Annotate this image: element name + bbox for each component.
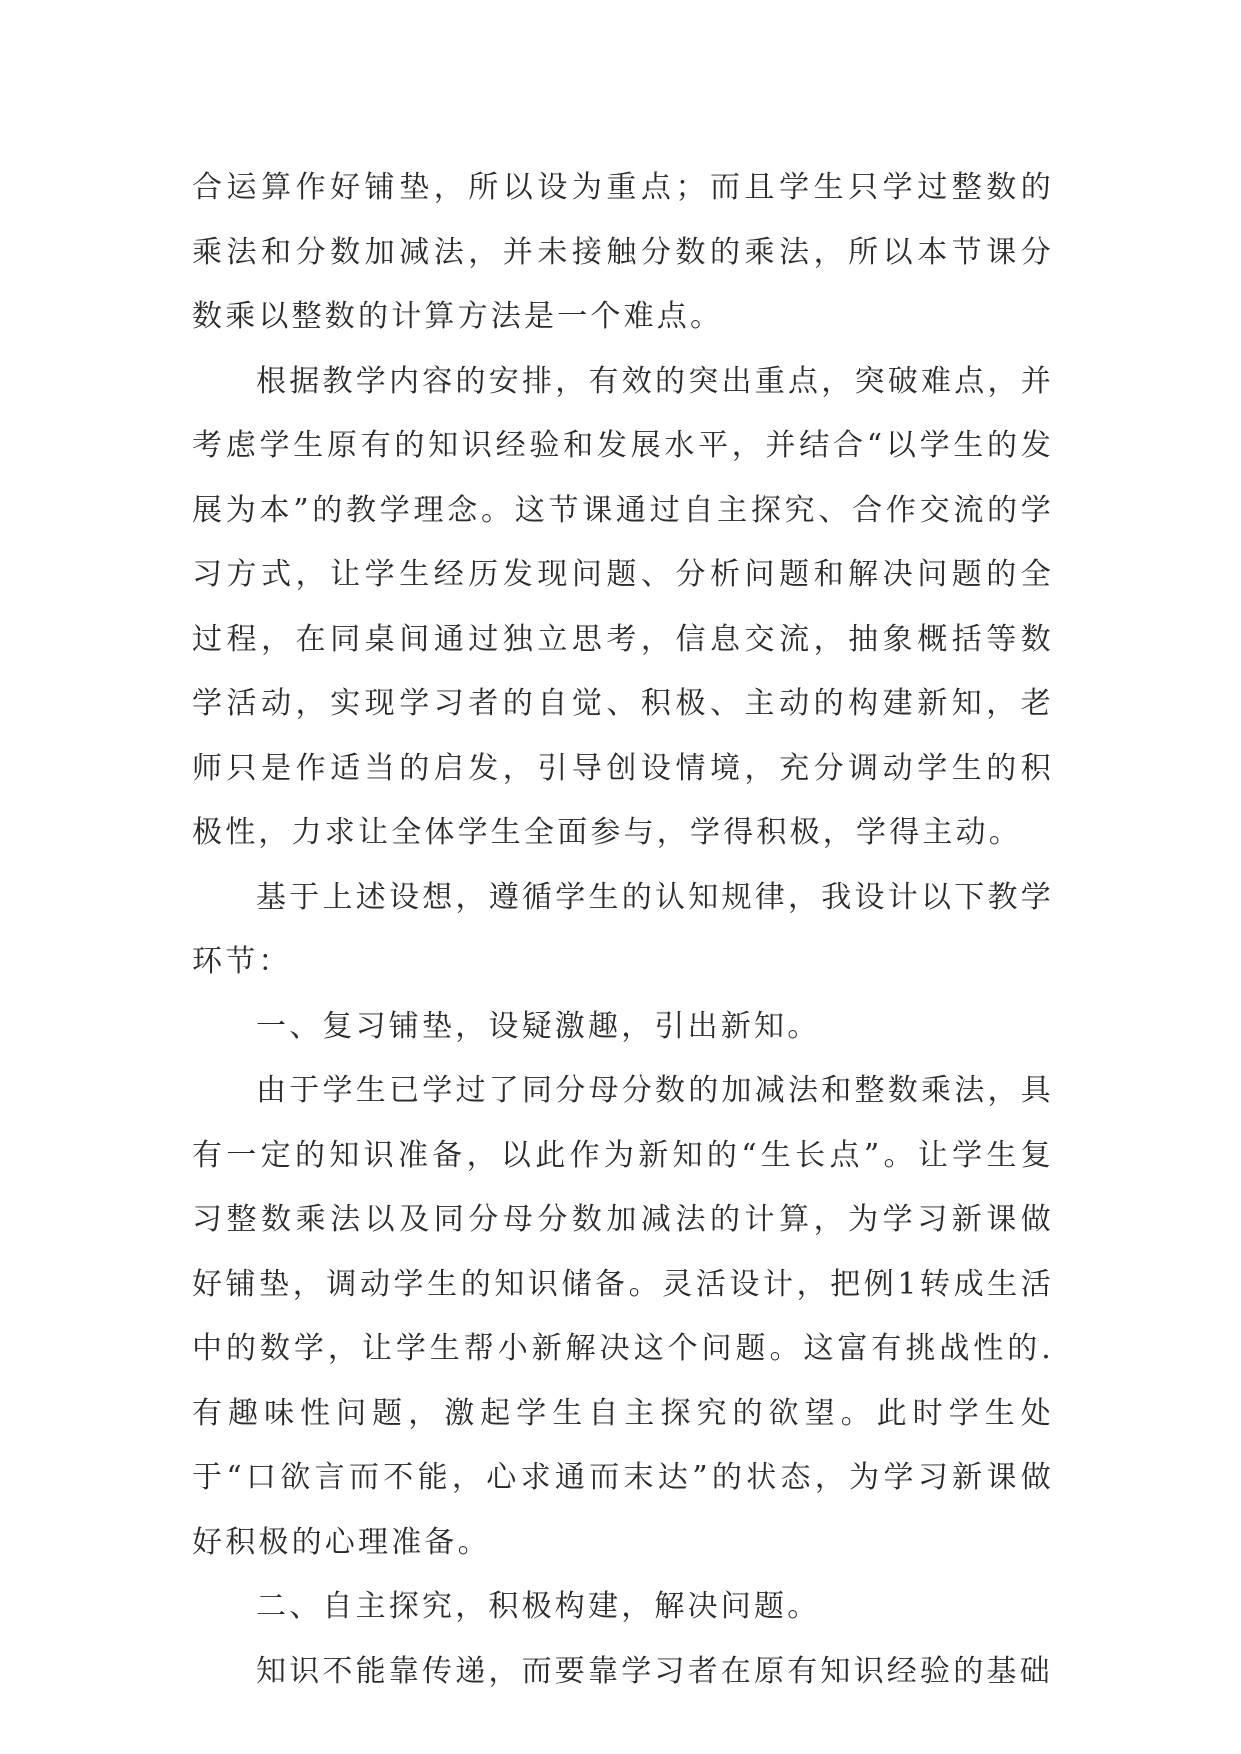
heading-step-one: 一、复习铺垫，设疑激趣，引出新知。 xyxy=(256,1008,821,1044)
paragraph-step-two: 知识不能靠传递，而要靠学习者在原有知识经验的基础 xyxy=(256,1653,1053,1689)
paragraph-design-intro: 基于上述设想，遵循学生的认知规律，我设计以下教学环节： xyxy=(192,879,1054,979)
document-page xyxy=(192,156,1054,1704)
heading-step-two: 二、自主探究，积极构建，解决问题。 xyxy=(256,1589,821,1624)
paragraph-continuation: 合运算作好铺垫，所以设为重点；而且学生只学过整数的乘法和分数加减法，并未接触分数的乘法，所以本节课分数乘以整数的计算方法是一个难点。 xyxy=(192,170,1054,334)
paragraph-teaching-approach: 根据教学内容的安排，有效的突出重点，突破难点，并考虑学生原有的知识经验和发展水平，并结合“以学生的发展为本”的教学理念。这节课通过自主探究、合作交流的学习方式，让学生经历发现问题、分析问题和解决问题的全过程，在同桌间通过独立思考，信息交流，抽象概括等数学活动，实现学习者的自觉、积极、主动的构建新知，老师只是作适当的启发，引导创设情境，充分调动学生的积极性，力求让全体学生全面参与，学得积极，学得主动。 xyxy=(192,363,1054,850)
paragraph-step-one: 由于学生已学过了同分母分数的加减法和整数乘法，具有一定的知识准备，以此作为新知的“生长点”。让学生复习整数乘法以及同分母分数加减法的计算，为学习新课做好铺垫，调动学生的知识储备。灵活设计，把例1转成生活中的数学，让学生帮小新解决这个问题。这富有挑战性的.有趣味性问题，激起学生自主探究的欲望。此时学生处于“口欲言而不能，心求通而末达”的状态，为学习新课做好积极的心理准备。 xyxy=(192,1073,1054,1560)
